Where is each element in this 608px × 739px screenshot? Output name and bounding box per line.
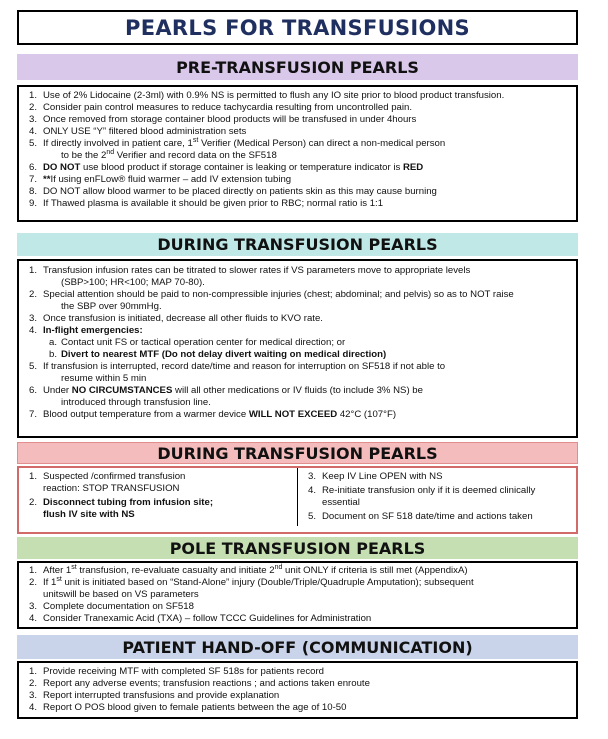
list-item: 4. Report O POS blood given to female patients between the age of 10-50: [28, 702, 347, 713]
transfusion-reaction-box: [17, 466, 578, 534]
page-title-box: [17, 10, 578, 45]
page-title: PEARLS FOR TRANSFUSIONS: [125, 15, 470, 40]
pole-transfusion-heading: POLE TRANSFUSION PEARLS: [169, 538, 426, 558]
list-item: 6. Under NO CIRCUMSTANCES will all other medications or IV fluids (to include 3% NS) be: [28, 385, 423, 396]
list-item: 5. If directly involved in patient care, 1st Verifier (Medical Person) can direct a non-medical person: [28, 136, 446, 149]
list-item: 1. Suspected /confirmed transfusion: [28, 471, 186, 482]
handoff-heading: PATIENT HAND-OFF (COMMUNICATION): [122, 637, 473, 657]
list-item: 1. After 1st transfusion, re-evaluate casualty and initiate 2nd unit ONLY if criteria is still met (AppendixA): [28, 563, 468, 576]
pre-transfusion-list-box: [17, 85, 578, 222]
during-transfusion-heading-band: [17, 233, 578, 256]
list-item: 5. If transfusion is interrupted, record date/time and reason for interruption on SF518 if not able to: [28, 361, 446, 372]
list-item-continuation: reaction: STOP TRANSFUSION: [43, 483, 180, 494]
list-item-continuation: resume within 5 min: [61, 373, 147, 384]
list-item: 8. DO NOT allow blood warmer to be placed directly on patients skin as this may cause burning: [28, 186, 437, 197]
list-item: 7. Blood output temperature from a warmer device WILL NOT EXCEED 42°C (107°F): [28, 409, 397, 420]
during-transfusion-reaction-heading-band: [17, 442, 578, 464]
list-item: 2. Report any adverse events; transfusion reactions ; and actions taken enroute: [28, 678, 370, 689]
during-transfusion-list-box: [17, 259, 578, 438]
list-item: 3. Once transfusion is initiated, decrease all other fluids to KVO rate.: [28, 313, 323, 324]
pole-transfusion-list-box: [17, 561, 578, 629]
reaction-left-column: [19, 468, 297, 526]
list-item: 4. In-flight emergencies:: [28, 325, 143, 336]
list-item: 4. Consider Tranexamic Acid (TXA) – follow TCCC Guidelines for Administration: [28, 613, 372, 624]
sub-list-item: b. Divert to nearest MTF (Do not delay divert waiting on medical direction): [48, 349, 387, 360]
list-item-continuation: essential: [322, 497, 360, 508]
list-item: 3. Report interrupted transfusions and provide explanation: [28, 690, 280, 701]
list-item: 2. If 1st unit is initiated based on “Stand-Alone” injury (Double/Triple/Quadruple Amputation); subsequent: [28, 575, 474, 588]
list-item-continuation: flush IV site with NS: [43, 509, 135, 520]
handoff-heading-band: [17, 635, 578, 659]
sub-list-item: a. Contact unit FS or tactical operation center for medical direction; or: [48, 337, 346, 348]
list-item: 3. Complete documentation on SF518: [28, 601, 194, 612]
list-item: 6. DO NOT use blood product if storage container is leaking or temperature indicator is RED: [28, 162, 424, 173]
list-item: 3. Keep IV Line OPEN with NS: [307, 471, 443, 482]
pre-transfusion-heading: PRE-TRANSFUSION PEARLS: [176, 57, 419, 77]
during-transfusion-reaction-heading: DURING TRANSFUSION PEARLS: [157, 443, 438, 463]
list-item: 2. Disconnect tubing from infusion site;: [28, 497, 214, 508]
list-item: 1. Transfusion infusion rates can be titrated to slower rates if VS parameters move to appropriate levels: [28, 265, 471, 276]
list-item: 3. Once removed from storage container blood products will be transfused in under 4hours: [28, 114, 417, 125]
list-item: 2. Special attention should be paid to non-compressible injuries (chest; abdominal; and pelvis) so as to NOT raise: [28, 289, 514, 300]
pre-transfusion-heading-band: [17, 54, 578, 80]
during-transfusion-heading: DURING TRANSFUSION PEARLS: [157, 235, 438, 254]
reaction-right-column: [297, 468, 576, 526]
list-item: 4. Re-initiate transfusion only if it is deemed clinically: [307, 485, 536, 496]
list-item: 2. Consider pain control measures to reduce tachycardia resulting from uncontrolled pain.: [28, 102, 413, 113]
list-item: 5. Document on SF 518 date/time and actions taken: [307, 511, 533, 522]
list-item: 1. Provide receiving MTF with completed SF 518s for patients record: [28, 666, 325, 677]
list-item-continuation: introduced through transfusion line.: [61, 397, 211, 408]
list-item-continuation: (SBP>100; HR<100; MAP 70-80).: [61, 277, 205, 288]
list-item: 7. **If using enFLow® fluid warmer – add IV extension tubing: [28, 174, 292, 185]
pole-transfusion-heading-band: [17, 537, 578, 559]
handoff-list-box: [17, 661, 578, 719]
list-item: 4. ONLY USE “Y” filtered blood administration sets: [28, 126, 247, 137]
list-item-continuation: to be the 2nd Verifier and record data on the SF518: [61, 148, 277, 161]
list-item: 9. If Thawed plasma is available it should be given prior to RBC; normal ratio is 1:1: [28, 198, 384, 209]
list-item: 1. Use of 2% Lidocaine (2-3ml) with 0.9% NS is permitted to flush any IO site prior to blood product transfusion.: [28, 90, 505, 101]
list-item-continuation: the SBP over 90mmHg.: [61, 301, 162, 312]
list-item-continuation: unitswill be based on VS parameters: [43, 589, 199, 600]
